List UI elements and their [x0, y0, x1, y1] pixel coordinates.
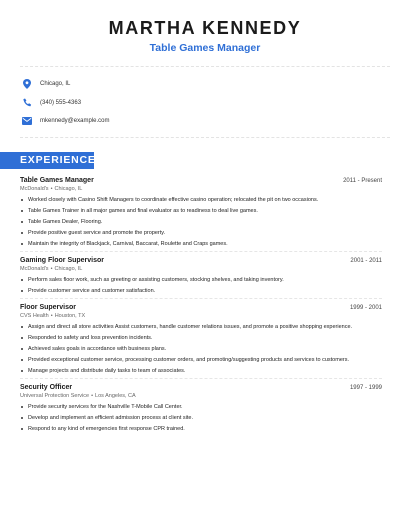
job-company: McDonald's: [20, 185, 49, 192]
contact-list: [0, 67, 410, 137]
job-location: Chicago, IL: [54, 265, 83, 272]
section-heading-experience: [0, 152, 94, 169]
job-title: Floor Supervisor: [20, 303, 77, 311]
job-divider: [20, 251, 382, 252]
job-title: Gaming Floor Supervisor: [20, 256, 105, 264]
bullet-item: Provide positive guest service and promote the property.: [20, 229, 382, 237]
phone-text: (340) 555-4363: [40, 99, 82, 106]
bullet-item: Maintain the integrity of Blackjack, Carnival, Baccarat, Roulette and Craps games.: [20, 240, 382, 248]
job-location: Houston, TX: [54, 312, 86, 319]
job-meta: McDonald's • Chicago, IL: [20, 185, 83, 192]
job-entry: [20, 384, 382, 433]
job-company: McDonald's: [20, 265, 49, 272]
job-location: Los Angeles, CA: [95, 392, 136, 399]
section-heading-label: EXPERIENCE: [20, 154, 96, 166]
job-location: Chicago, IL: [54, 185, 83, 192]
bullet-item: Provide customer service and customer satisfaction.: [20, 287, 382, 295]
location-text: Chicago, IL: [40, 81, 71, 88]
candidate-name: MARTHA KENNEDY: [108, 18, 302, 38]
job-title: Table Games Manager: [20, 176, 94, 184]
contact-location: [22, 75, 410, 94]
resume-header: [0, 0, 410, 54]
job-bullets: [20, 196, 382, 248]
job-entry: [20, 304, 382, 375]
job-meta: Universal Protection Service • Los Angeles, CA: [20, 392, 136, 399]
bullet-item: Worked closely with Casino Shift Managers to coordinate effective casino operation; relocated the pit on two occasions.: [20, 196, 382, 204]
bullet-item: Develop and implement an efficient admission process at client site.: [20, 414, 382, 422]
job-company: Universal Protection Service: [20, 392, 90, 399]
job-divider: [20, 378, 382, 379]
job-entry: [20, 177, 382, 248]
map-pin-icon: [22, 79, 32, 89]
job-dates: 1999 - 2001: [349, 304, 382, 311]
phone-icon: [22, 98, 32, 108]
bullet-item: Assign and direct all store activities Assist customers, handle customer relations issues, and promote a positive shopping experience.: [20, 323, 382, 331]
job-bullets: [20, 276, 382, 295]
bullet-item: Achieved sales goals in accordance with business plans.: [20, 345, 382, 353]
job-dates: 1997 - 1999: [349, 384, 382, 391]
job-title-subtitle: Table Games Manager: [149, 42, 261, 54]
bullet-item: Respond to any kind of emergencies first response CPR trained.: [20, 425, 382, 433]
bullet-item: Manage projects and distribute daily tasks to team of associates.: [20, 367, 382, 375]
bullet-item: Provide security services for the Nashville T-Mobile Call Center.: [20, 403, 382, 411]
bullet-item: Table Games Dealer, Flooring.: [20, 218, 382, 226]
bullet-item: Table Games Trainer in all major games and final evaluator as to readiness to deal live games.: [20, 207, 382, 215]
job-title: Security Officer: [20, 383, 73, 391]
job-bullets: [20, 403, 382, 433]
job-meta: CVS Health • Houston, TX: [20, 312, 86, 319]
bullet-item: Provided exceptional customer service, processing customer orders, and promoting/suggesting products and services to customers.: [20, 356, 382, 364]
contact-email: [22, 112, 410, 131]
job-dates: 2001 - 2011: [350, 257, 382, 264]
job-divider: [20, 298, 382, 299]
bullet-item: Responded to safety and loss prevention incidents.: [20, 334, 382, 342]
contacts-divider: [20, 137, 390, 138]
bullet-item: Perform sales floor work, such as greeting or assisting customers, stocking shelves, and taking inventory.: [20, 276, 382, 284]
email-text: mkennedy@example.com: [40, 118, 110, 125]
experience-list: [0, 177, 410, 433]
job-bullets: [20, 323, 382, 375]
job-entry: [20, 257, 382, 295]
job-company: CVS Health: [20, 312, 49, 319]
job-meta: McDonald's • Chicago, IL: [20, 265, 83, 272]
contact-phone: [22, 94, 410, 113]
job-dates: 2011 - Present: [343, 177, 382, 184]
mail-icon: [22, 116, 32, 126]
